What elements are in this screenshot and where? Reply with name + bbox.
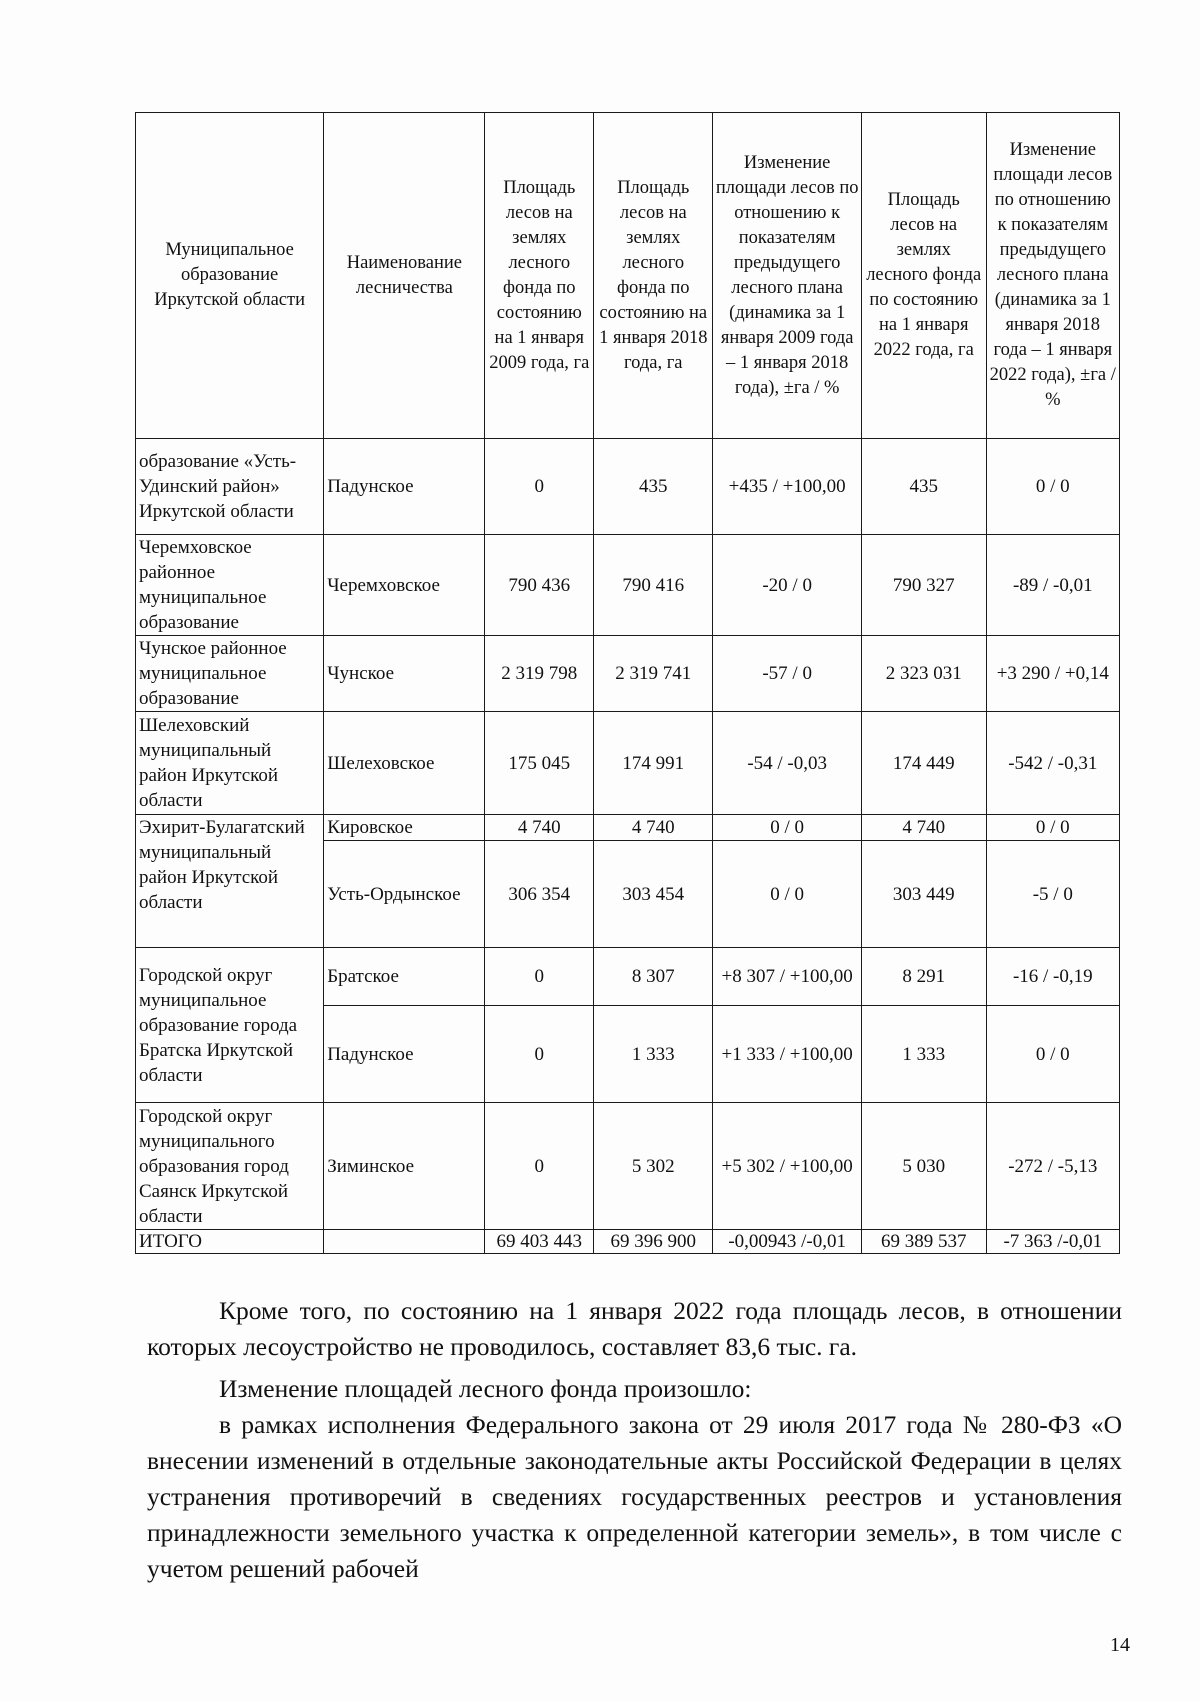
header-change-2009-2018: Изменение площади лесов по отношению к показателям предыдущего лесного плана (динамика за 1 января 2009 года – 1 января 2018 года), ±га / % — [713, 113, 861, 439]
municipality-cell: Городской округ муниципальное образование города Братска Иркутской области — [136, 948, 324, 1103]
area-2022-cell: 8 291 — [861, 948, 986, 1006]
area-2022-cell: 303 449 — [861, 841, 986, 948]
area-2022-cell: 2 323 031 — [861, 636, 986, 712]
area-2018-cell: 1 333 — [594, 1006, 713, 1103]
municipality-cell: Шелеховский муниципальный район Иркутской области — [136, 712, 324, 815]
forest-area-table — [135, 112, 1120, 1254]
page-number: 14 — [1110, 1634, 1130, 1656]
area-2018-cell: 2 319 741 — [594, 636, 713, 712]
forestry-cell: Падунское — [324, 439, 485, 535]
change-1-cell: +1 333 / +100,00 — [713, 1006, 861, 1103]
forestry-cell: Чунское — [324, 636, 485, 712]
total-row — [136, 1230, 1120, 1254]
municipality-cell: Городской округ муниципального образования город Саянск Иркутской области — [136, 1103, 324, 1230]
area-2009-cell: 175 045 — [485, 712, 594, 815]
area-2009-cell: 0 — [485, 948, 594, 1006]
table-row — [136, 1103, 1120, 1230]
area-2009-cell: 0 — [485, 439, 594, 535]
total-empty-cell — [324, 1230, 485, 1254]
area-2018-cell: 5 302 — [594, 1103, 713, 1230]
forestry-cell: Черемховское — [324, 535, 485, 636]
header-municipality: Муниципальное образование Иркутской области — [136, 113, 324, 439]
table-row — [136, 636, 1120, 712]
area-2009-cell: 790 436 — [485, 535, 594, 636]
total-change-2: -7 363 /-0,01 — [986, 1230, 1119, 1254]
change-1-cell: +5 302 / +100,00 — [713, 1103, 861, 1230]
area-2018-cell: 435 — [594, 439, 713, 535]
forestry-cell: Кировское — [324, 815, 485, 841]
area-2022-cell: 435 — [861, 439, 986, 535]
forestry-cell: Зиминское — [324, 1103, 485, 1230]
header-forestry: Наименование лесничества — [324, 113, 485, 439]
table-header-row — [136, 113, 1120, 439]
area-2018-cell: 303 454 — [594, 841, 713, 948]
area-2022-cell: 4 740 — [861, 815, 986, 841]
change-1-cell: 0 / 0 — [713, 815, 861, 841]
change-2-cell: -5 / 0 — [986, 841, 1119, 948]
header-area-2022: Площадь лесов на землях лесного фонда по состоянию на 1 января 2022 года, га — [861, 113, 986, 439]
change-2-cell: 0 / 0 — [986, 1006, 1119, 1103]
paragraph-unsurveyed-area: Кроме того, по состоянию на 1 января 2022 года площадь лесов, в отношении которых лесоустройство не проводилось, составляет 83,6 тыс. га. — [147, 1296, 1122, 1361]
change-1-cell: +8 307 / +100,00 — [713, 948, 861, 1006]
change-1-cell: +435 / +100,00 — [713, 439, 861, 535]
area-2018-cell: 790 416 — [594, 535, 713, 636]
forestry-cell: Падунское — [324, 1006, 485, 1103]
area-2009-cell: 0 — [485, 1103, 594, 1230]
header-area-2018: Площадь лесов на землях лесного фонда по состоянию на 1 января 2018 года, га — [594, 113, 713, 439]
change-2-cell: +3 290 / +0,14 — [986, 636, 1119, 712]
change-2-cell: -89 / -0,01 — [986, 535, 1119, 636]
paragraph-changes-intro: Изменение площадей лесного фонда произошло: — [219, 1374, 752, 1403]
total-label: ИТОГО — [136, 1230, 324, 1254]
municipality-cell: Чунское районное муниципальное образование — [136, 636, 324, 712]
table-row — [136, 712, 1120, 815]
change-2-cell: -16 / -0,19 — [986, 948, 1119, 1006]
change-1-cell: -54 / -0,03 — [713, 712, 861, 815]
area-2009-cell: 306 354 — [485, 841, 594, 948]
area-2018-cell: 174 991 — [594, 712, 713, 815]
area-2009-cell: 4 740 — [485, 815, 594, 841]
change-1-cell: 0 / 0 — [713, 841, 861, 948]
municipality-cell: Черемховское районное муниципальное образование — [136, 535, 324, 636]
total-area-2022: 69 389 537 — [861, 1230, 986, 1254]
change-2-cell: 0 / 0 — [986, 815, 1119, 841]
header-change-2018-2022: Изменение площади лесов по отношению к показателям предыдущего лесного плана (динамика за 1 января 2018 года – 1 января 2022 года), ±га / % — [986, 113, 1119, 439]
table-row — [136, 535, 1120, 636]
total-area-2009: 69 403 443 — [485, 1230, 594, 1254]
municipality-cell: Эхирит-Булагатский муниципальный район Иркутской области — [136, 815, 324, 948]
area-2022-cell: 5 030 — [861, 1103, 986, 1230]
area-2009-cell: 2 319 798 — [485, 636, 594, 712]
area-2018-cell: 4 740 — [594, 815, 713, 841]
header-area-2009: Площадь лесов на землях лесного фонда по состоянию на 1 января 2009 года, га — [485, 113, 594, 439]
table-row — [136, 815, 1120, 841]
paragraph-federal-law: в рамках исполнения Федерального закона от 29 июля 2017 года № 280-ФЗ «О внесении изменений в отдельные законодательные акты Российской Федерации в целях устранения противоречий в сведениях государственных реестров и установления принадлежности земельного участка к определенной категории земель», в том числе с учетом решений рабочей — [147, 1410, 1122, 1583]
forestry-cell: Шелеховское — [324, 712, 485, 815]
change-2-cell: -542 / -0,31 — [986, 712, 1119, 815]
total-area-2018: 69 396 900 — [594, 1230, 713, 1254]
area-2022-cell: 174 449 — [861, 712, 986, 815]
area-2009-cell: 0 — [485, 1006, 594, 1103]
change-2-cell: 0 / 0 — [986, 439, 1119, 535]
area-2018-cell: 8 307 — [594, 948, 713, 1006]
change-1-cell: -20 / 0 — [713, 535, 861, 636]
forestry-cell: Усть-Ордынское — [324, 841, 485, 948]
change-2-cell: -272 / -5,13 — [986, 1103, 1119, 1230]
change-1-cell: -57 / 0 — [713, 636, 861, 712]
area-2022-cell: 790 327 — [861, 535, 986, 636]
forestry-cell: Братское — [324, 948, 485, 1006]
table-row — [136, 439, 1120, 535]
area-2022-cell: 1 333 — [861, 1006, 986, 1103]
municipality-cell: образование «Усть-Удинский район» Иркутской области — [136, 439, 324, 535]
table-row — [136, 948, 1120, 1006]
total-change-1: -0,00943 /-0,01 — [713, 1230, 861, 1254]
